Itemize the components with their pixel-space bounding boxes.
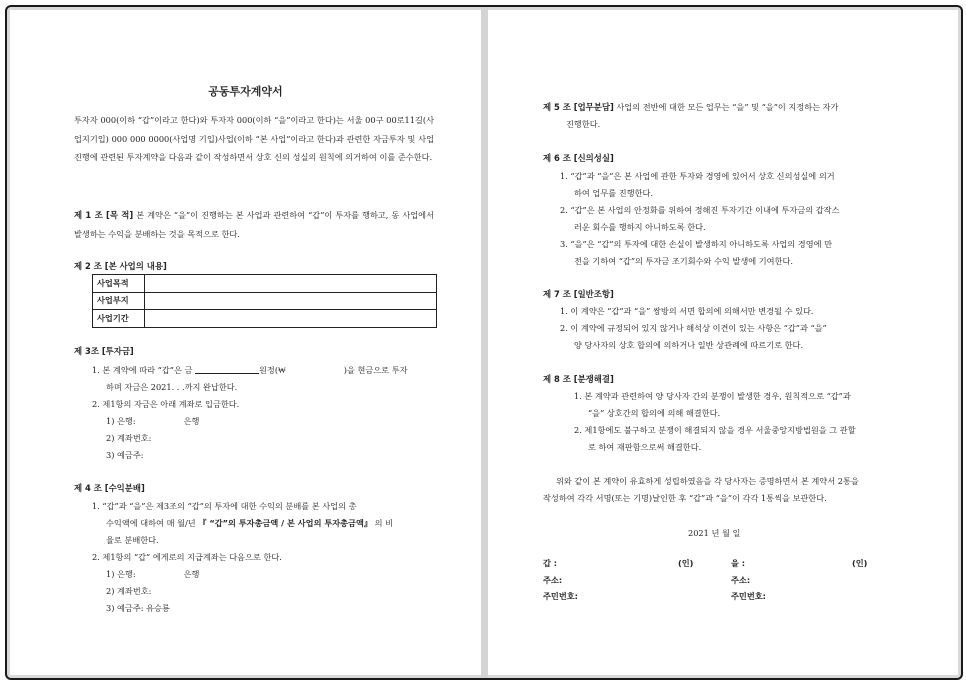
article-7-item-2: 2. 이 계약에 규정되어 있지 않거나 해석상 이견이 있는 사항은 “갑”과 “을” bbox=[560, 323, 827, 333]
article-6-item-2-cont: 러운 회수를 행하지 아니하도록 한다. bbox=[574, 222, 706, 232]
article-3-item-1-won: 원정(₩ bbox=[259, 365, 286, 375]
holder-line: 3) 예금주: bbox=[106, 450, 144, 460]
table-cell-label: 사업부지 bbox=[93, 292, 145, 310]
page-2 bbox=[488, 10, 958, 675]
article-4-ratio-prefix: 수익액에 대하여 매 월/년 bbox=[106, 518, 196, 528]
article-3-heading: 제 3조 [투자금] bbox=[74, 346, 134, 356]
bank-label: 1) 은행: bbox=[106, 416, 136, 426]
article-4-ratio-formula: 『 “갑”의 투자총금액 / 본 사업의 투자총금액』 bbox=[198, 518, 373, 528]
table-cell-value bbox=[145, 275, 437, 293]
closing-line-1: 위와 같이 본 계약이 유효하게 성립하였음을 각 당사자는 증명하면서 본 계약서 2통을 bbox=[556, 476, 859, 486]
article-5-body: 사업의 전반에 대한 모든 업무는 “을” 및 “을”이 지정하는 자가 bbox=[616, 102, 839, 112]
party-gap-address: 주소: bbox=[543, 575, 563, 585]
article-5 bbox=[543, 102, 838, 113]
article-5-heading: 제 5 조 [업무분담] bbox=[543, 102, 614, 112]
article-6-item-3-cont: 전을 기하여 “갑”의 투자금 조기회수와 수익 발생에 기여한다. bbox=[574, 256, 794, 266]
party-eul-label: 을 : bbox=[731, 558, 746, 568]
document-title: 공동투자계약서 bbox=[208, 85, 283, 98]
table-cell-label: 사업기간 bbox=[93, 310, 145, 328]
article-3-item-1-cont: 하며 자금은 2021. . .까지 완납한다. bbox=[106, 382, 238, 392]
party-gap-id: 주민번호: bbox=[543, 591, 578, 601]
article-6-item-3: 3. “을”은 “갑”의 투자에 대한 손실이 발생하지 아니하도록 사업의 경영에 만 bbox=[560, 239, 833, 249]
account-line: 2) 계좌번호: bbox=[106, 433, 152, 443]
article-4-item-2: 2. 제1항의 “갑” 에게로의 지급계좌는 다음으로 한다. bbox=[92, 552, 282, 562]
article-8-heading: 제 8 조 [분쟁해결] bbox=[543, 374, 614, 384]
table-cell-label: 사업목적 bbox=[93, 275, 145, 293]
table-cell-value bbox=[145, 292, 437, 310]
article-2-heading: 제 2 조 [본 사업의 내용] bbox=[74, 261, 167, 271]
bank-line-2 bbox=[106, 569, 199, 580]
article-6-heading: 제 6 조 [신의성실] bbox=[543, 153, 614, 163]
article-4-ratio-suffix: 의 비 bbox=[374, 518, 394, 528]
table-row bbox=[93, 310, 437, 328]
account-line-2: 2) 계좌번호: bbox=[106, 586, 152, 596]
article-8-item-2-cont: 로 하여 재판함으로써 해결한다. bbox=[588, 442, 702, 452]
table-row bbox=[93, 275, 437, 293]
article-6-item-2: 2. “갑”은 본 사업의 안정화를 위하여 정해진 투자기간 이내에 투자금의 갑작스 bbox=[560, 205, 840, 215]
bank-line bbox=[106, 416, 199, 427]
article-7-heading: 제 7 조 [일반조항] bbox=[543, 289, 614, 299]
article-7-item-1: 1. 이 계약은 “갑”과 “을” 쌍방의 서면 합의에 의해서만 변경될 수 있다. bbox=[560, 306, 814, 316]
article-7-item-2-cont: 양 당사자의 상호 합의에 의하거나 일반 상관례에 따르기로 한다. bbox=[574, 340, 804, 350]
article-4-heading: 제 4 조 [수익분배] bbox=[74, 483, 145, 493]
article-3-item-2: 2. 제1항의 자금은 아래 계좌로 입금한다. bbox=[92, 399, 240, 409]
article-1-body: 본 계약은 “을”이 진행하는 본 사업과 관련하여 “갑”이 투자를 행하고, 동 사업에서 발생하는 수익을 분배하는 것을 목적으로 한다. bbox=[74, 210, 434, 239]
bank-value: 은행 bbox=[183, 416, 200, 426]
article-3-item-1-cash: )을 현금으로 투자 bbox=[343, 365, 408, 375]
article-3-item-1 bbox=[92, 364, 408, 376]
article-6-item-1-cont: 하여 업무를 진행한다. bbox=[574, 188, 653, 198]
article-6-item-1: 1. “갑”과 “을”은 본 사업에 관한 투자와 경영에 있어서 상호 신의성실에 의거 bbox=[560, 171, 835, 181]
party-eul-address: 주소: bbox=[731, 575, 751, 585]
bank-label-2: 1) 은행: bbox=[106, 569, 136, 579]
article-5-cont: 진행한다. bbox=[566, 119, 601, 129]
article-1-heading: 제 1 조 [목 적] bbox=[74, 210, 134, 220]
article-8-item-1: 1. 본 계약과 관련하여 양 당사자 간의 분쟁이 발생한 경우, 원칙적으로 “갑”과 bbox=[574, 391, 851, 401]
business-content-table bbox=[92, 274, 437, 328]
party-gap-seal: (인) bbox=[678, 558, 694, 568]
intro-paragraph: 투자자 000(이하 “갑”이라고 한다)와 투자자 000(이하 “을”이라고 한다)는 서울 00구 00로11길(사업지기입) 000 000 0000(사업명 기입)사업(이하 “본 사업”이라고 한다)과 관련한 자금투자 및 사업진행에 관련된 투자계약을 다음과 같이 작성하면서 상호 신의 성실의 원칙에 의거하여 이를 준수한다. bbox=[74, 115, 434, 162]
table-cell-value bbox=[145, 310, 437, 328]
party-eul-id: 주민번호: bbox=[731, 591, 766, 601]
party-gap-label: 갑 : bbox=[543, 558, 558, 568]
page-gutter bbox=[481, 7, 488, 678]
article-8-item-1-cont: “을” 상호간의 합의에 의해 해결한다. bbox=[588, 408, 721, 418]
article-3-item-1-text: 1. 본 계약에 따라 “갑”은 금 bbox=[92, 365, 193, 375]
article-8-item-2: 2. 제1항에도 불구하고 분쟁이 해결되지 않을 경우 서울중앙지방법원을 그 관할 bbox=[574, 425, 856, 435]
bank-value-2: 은행 bbox=[183, 569, 200, 579]
closing-line-2: 작성하여 각각 서명(또는 기명)날인한 후 “갑”과 “을”이 각각 1통씩을 보관한다. bbox=[543, 493, 827, 503]
document-viewer bbox=[5, 5, 963, 680]
holder-line-2: 3) 예금주: 유승룡 bbox=[106, 603, 170, 613]
article-4-item-1-end: 율로 분배한다. bbox=[106, 535, 159, 545]
table-row bbox=[93, 292, 437, 310]
article-4-item-1: 1. “갑”과 “을”은 제3조의 “갑”의 투자에 대한 수익의 분배를 본 사업의 총 bbox=[92, 501, 357, 511]
article-4-item-1-cont bbox=[106, 518, 393, 529]
page-1 bbox=[10, 10, 481, 675]
contract-date: 2021 년 월 일 bbox=[688, 528, 741, 538]
amount-blank bbox=[195, 364, 259, 374]
party-eul-seal: (인) bbox=[852, 558, 868, 568]
article-1 bbox=[74, 206, 434, 243]
